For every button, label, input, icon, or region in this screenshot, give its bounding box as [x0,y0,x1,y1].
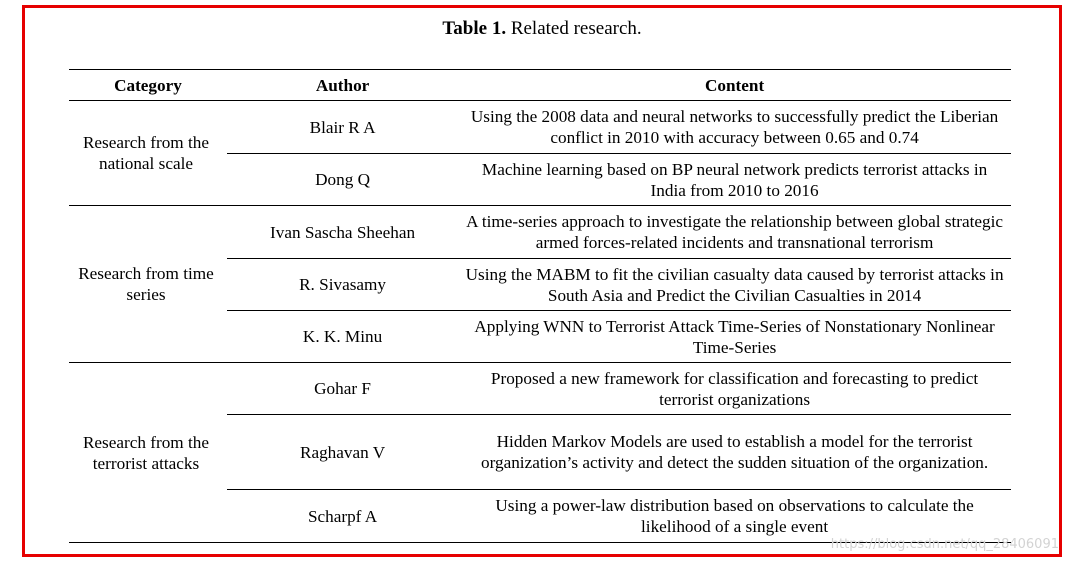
category-cell: Research from the national scale [69,101,227,206]
table-row [69,206,1011,259]
content-cell: Machine learning based on BP neural network predicts terrorist attacks in India from 2010 to 2016 [458,154,1011,206]
author-cell: Blair R A [227,101,458,154]
related-research-table [69,69,1011,543]
table-frame [22,5,1062,557]
author-cell: K. K. Minu [227,311,458,363]
content-cell: A time-series approach to investigate the relationship between global strategic armed forces-related incidents and transnational terrorism [458,206,1011,259]
author-cell: R. Sivasamy [227,259,458,311]
table-row [69,101,1011,154]
content-cell: Using the 2008 data and neural networks to successfully predict the Liberian conflict in 2010 with accuracy between 0.65 and 0.74 [458,101,1011,154]
header-author: Author [227,70,458,101]
content-cell: Applying WNN to Terrorist Attack Time-Series of Nonstationary Nonlinear Time-Series [458,311,1011,363]
header-row [69,70,1011,101]
caption-text: Related research. [510,18,642,39]
content-cell: Hidden Markov Models are used to establish a model for the terrorist organization’s activity and detect the sudden situation of the organization. [458,415,1011,490]
header-content: Content [458,70,1011,101]
author-cell: Raghavan V [227,415,458,490]
author-cell: Dong Q [227,154,458,206]
header-category: Category [69,70,227,101]
table-caption [25,18,1059,40]
content-cell: Using the MABM to fit the civilian casualty data caused by terrorist attacks in South Asia and Predict the Civilian Casualties in 2014 [458,259,1011,311]
content-cell: Using a power-law distribution based on observations to calculate the likelihood of a single event [458,490,1011,543]
table-row [69,363,1011,415]
author-cell: Ivan Sascha Sheehan [227,206,458,259]
caption-label: Table 1. [442,18,507,39]
category-cell: Research from the terrorist attacks [69,363,227,543]
author-cell: Scharpf A [227,490,458,543]
watermark-text: https://blog.csdn.net/qq_28406091 [830,537,1059,552]
content-cell: Proposed a new framework for classification and forecasting to predict terrorist organizations [458,363,1011,415]
author-cell: Gohar F [227,363,458,415]
category-cell: Research from time series [69,206,227,363]
